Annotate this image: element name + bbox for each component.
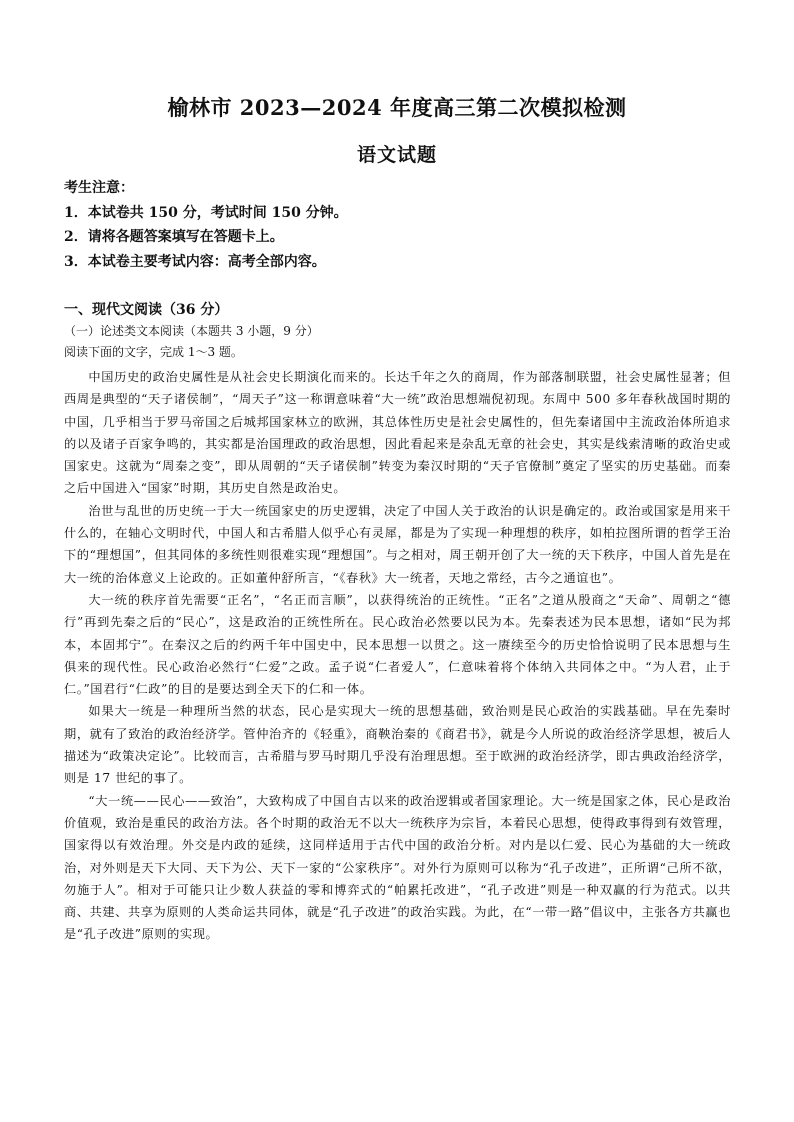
passage-paragraph: 如果大一统是一种理所当然的状态，民心是实现大一统的思想基础，致治则是民心政治的实践基础。早在先秦时期，就有了致治的政治经济学。管仲治齐的《轻重》，商鞅治秦的《商君书》，就是今人所说的政治经济学思想，被后人描述为“政策决定论”。比较而言，古希腊与罗马时期几乎没有治理思想。至于欧洲的政治经济学，即古典政治经济学，则是 17 世纪的事了。	[64, 704, 731, 786]
notice-item: 3．本试卷主要考试内容：高考全部内容。	[64, 253, 326, 270]
notice-item: 1．本试卷共 150 分，考试时间 150 分钟。	[64, 204, 348, 221]
passage-paragraph: 中国历史的政治史属性是从社会史长期演化而来的。长达千年之久的商周，作为部落制联盟，社会史属性显著；但西周是典型的“天子诸侯制”，“周天子”这一称谓意味着“大一统”政治思想端倪初现。东周中 500 多年春秋战国时期的中国，几乎相当于罗马帝国之后城邦国家林立的欧洲，其总体性历史是社会史属性的，但先秦诸国中主流政治体所追求的以及诸子百家争鸣的，其实都是治国理政的政治思想，因此看起来是杂乱无章的社会史，其实是线索清晰的政治史或国家史。这就为“周秦之变”，即从周朝的“天子诸侯制”转变为秦汉时期的“天子官僚制”奠定了坚实的历史基础。而秦之后中国进入“国家”时期，其历史自然是政治史。	[64, 370, 731, 496]
reading-passage	[64, 366, 731, 946]
passage-paragraph: 大一统的秩序首先需要“正名”，“名正而言顺”，以获得统治的正统性。“正名”之道从殷商之“天命”、周朝之“德行”再到先秦之后的“民心”，这是政治的正统性所在。民心政治必然要以民为本。先秦表述为民本思想，诸如“民为邦本，本固邦宁”。在秦汉之后的约两千年中国史中，民本思想一以贯之。这一赓续至今的历史恰恰说明了民本思想与生俱来的现代性。民心政治必然行“仁爱”之政。孟子说“仁者爱人”，仁意味着将个体纳入共同体之中。“为人君，止于仁。”国君行“仁政”的目的是要达到全天下的仁和一体。	[64, 592, 731, 697]
section-subheading: （一）论述类文本阅读（本题共 3 小题，9 分）	[64, 324, 319, 338]
notice-heading: 考生注意：	[64, 180, 134, 196]
page-subtitle: 语文试题	[356, 144, 437, 166]
passage-paragraph: 治世与乱世的历史统一于大一统国家史的历史逻辑，决定了中国人关于政治的认识是确定的。政治或国家是用来干什么的，在轴心文明时代，中国人和古希腊人似乎心有灵犀，都是为了实现一种理想的秩序，如柏拉图所谓的哲学王治下的“理想国”，但其同体的多统性则很难实现“理想国”。与之相对，周王朝开创了大一统的天下秩序，中国人首先是在大一统的治体意义上论政的。正如董仲舒所言，“《春秋》大一统者，天地之常经，古今之通谊也”。	[64, 503, 731, 585]
section-heading: 一、现代文阅读（36 分）	[64, 302, 229, 318]
candidate-notice	[64, 176, 744, 274]
reading-instruction: 阅读下面的文字，完成 1～3 题。	[64, 345, 243, 359]
passage-paragraph: “大一统——民心——致治”，大致构成了中国自古以来的政治逻辑或者国家理论。大一统是国家之体，民心是政治价值观，致治是重民的政治方法。各个时期的政治无不以大一统秩序为宗旨，本着民心思想，使得政事得到有效管理，国家得以有效治理。外交是内政的延续，这同样适用于古代中国的政治分析。对内是以仁爱、民心为基础的大一统政治，对外则是天下大同、天下为公、天下一家的“公家秩序”。对外行为原则可以称为“孔子改进”，正所谓“己所不欲，勿施于人”。相对于可能只让少数人获益的零和博弈式的“帕累托改进”，“孔子改进”则是一种双赢的行为范式。以共商、共建、共享为原则的人类命运共同体，就是“孔子改进”的政治实践。为此，在“一带一路”倡议中，主张各方共赢也是“孔子改进”原则的实现。	[64, 793, 731, 942]
notice-item: 2．请将各题答案填写在答题卡上。	[64, 229, 284, 245]
page-title: 榆林市 2023—2024 年度高三第二次模拟检测	[167, 95, 627, 120]
